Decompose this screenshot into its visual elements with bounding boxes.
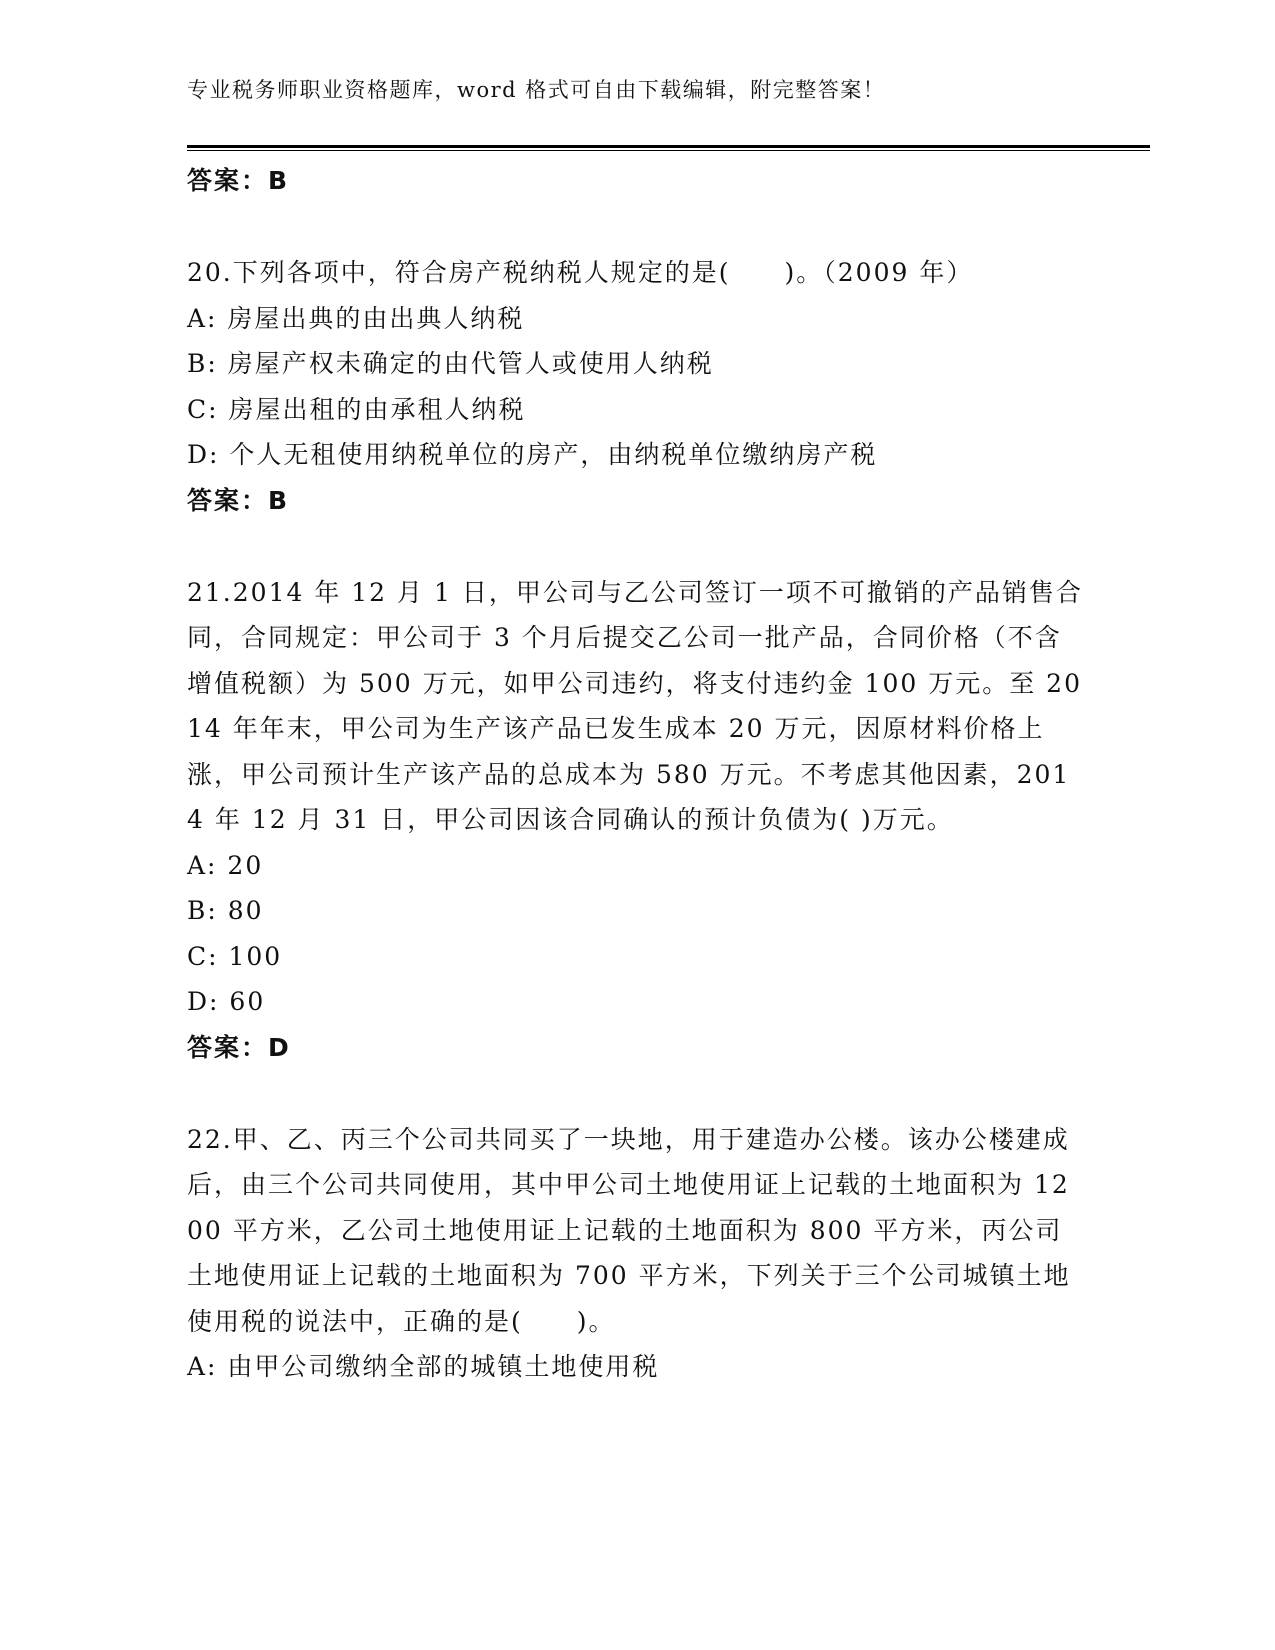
header-rule-thin — [187, 150, 1150, 151]
option-a: A: 由甲公司缴纳全部的城镇土地使用税 — [187, 1352, 660, 1381]
question-content — [187, 158, 1087, 1390]
option-b: B: 房屋产权未确定的由代管人或使用人纳税 — [187, 349, 714, 378]
header-rule-thick — [187, 145, 1150, 148]
question-block — [187, 570, 1087, 1071]
spacer — [187, 1071, 1087, 1117]
question-block — [187, 250, 1087, 524]
question-text: 20.下列各项中，符合房产税纳税人规定的是( )。（2009 年） — [187, 258, 974, 287]
spacer — [187, 524, 1087, 570]
page-header: 专业税务师职业资格题库，word 格式可自由下载编辑，附完整答案！ — [187, 78, 886, 102]
question-text: 22.甲、乙、丙三个公司共同买了一块地，用于建造办公楼。该办公楼建成后，由三个公司共同使用，其中甲公司土地使用证上记载的土地面积为 1200 平方米，乙公司土地使用证上记载的土地面积为 800 平方米，丙公司土地使用证上记载的土地面积为 700 平方米，下列关于三个公司城镇土地使用税的说法中，正确的是( )。 — [187, 1124, 1071, 1336]
option-a: A: 房屋出典的由出典人纳税 — [187, 303, 525, 333]
option-d: D: 个人无租使用纳税单位的房产，由纳税单位缴纳房产税 — [187, 440, 878, 469]
question-block — [187, 1117, 1087, 1390]
answer-line: 答案：B — [187, 485, 290, 515]
question-text: 21.2014 年 12 月 1 日，甲公司与乙公司签订一项不可撤销的产品销售合同，合同规定：甲公司于 3 个月后提交乙公司一批产品，合同价格（不含增值税额）为 500 万元，如甲公司违约，将支付违约金 100 万元。至 2014 年年末，甲公司为生产该产品已发生成本 20 万元，因原材料价格上涨，甲公司预计生产该产品的总成本为 580 万元。不考虑其他因素，2014 年 12 月 31 日，甲公司因该合同确认的预计负债为( )万元。 — [187, 577, 1083, 834]
option-d: D: 60 — [187, 987, 266, 1016]
spacer — [187, 204, 1087, 250]
answer-line: 答案：D — [187, 1032, 291, 1062]
option-b: B: 80 — [187, 896, 264, 925]
answer-line: 答案：B — [187, 166, 290, 195]
option-a: A: 20 — [187, 850, 264, 880]
option-c: C: 房屋出租的由承租人纳税 — [187, 394, 526, 424]
option-c: C: 100 — [187, 941, 283, 971]
